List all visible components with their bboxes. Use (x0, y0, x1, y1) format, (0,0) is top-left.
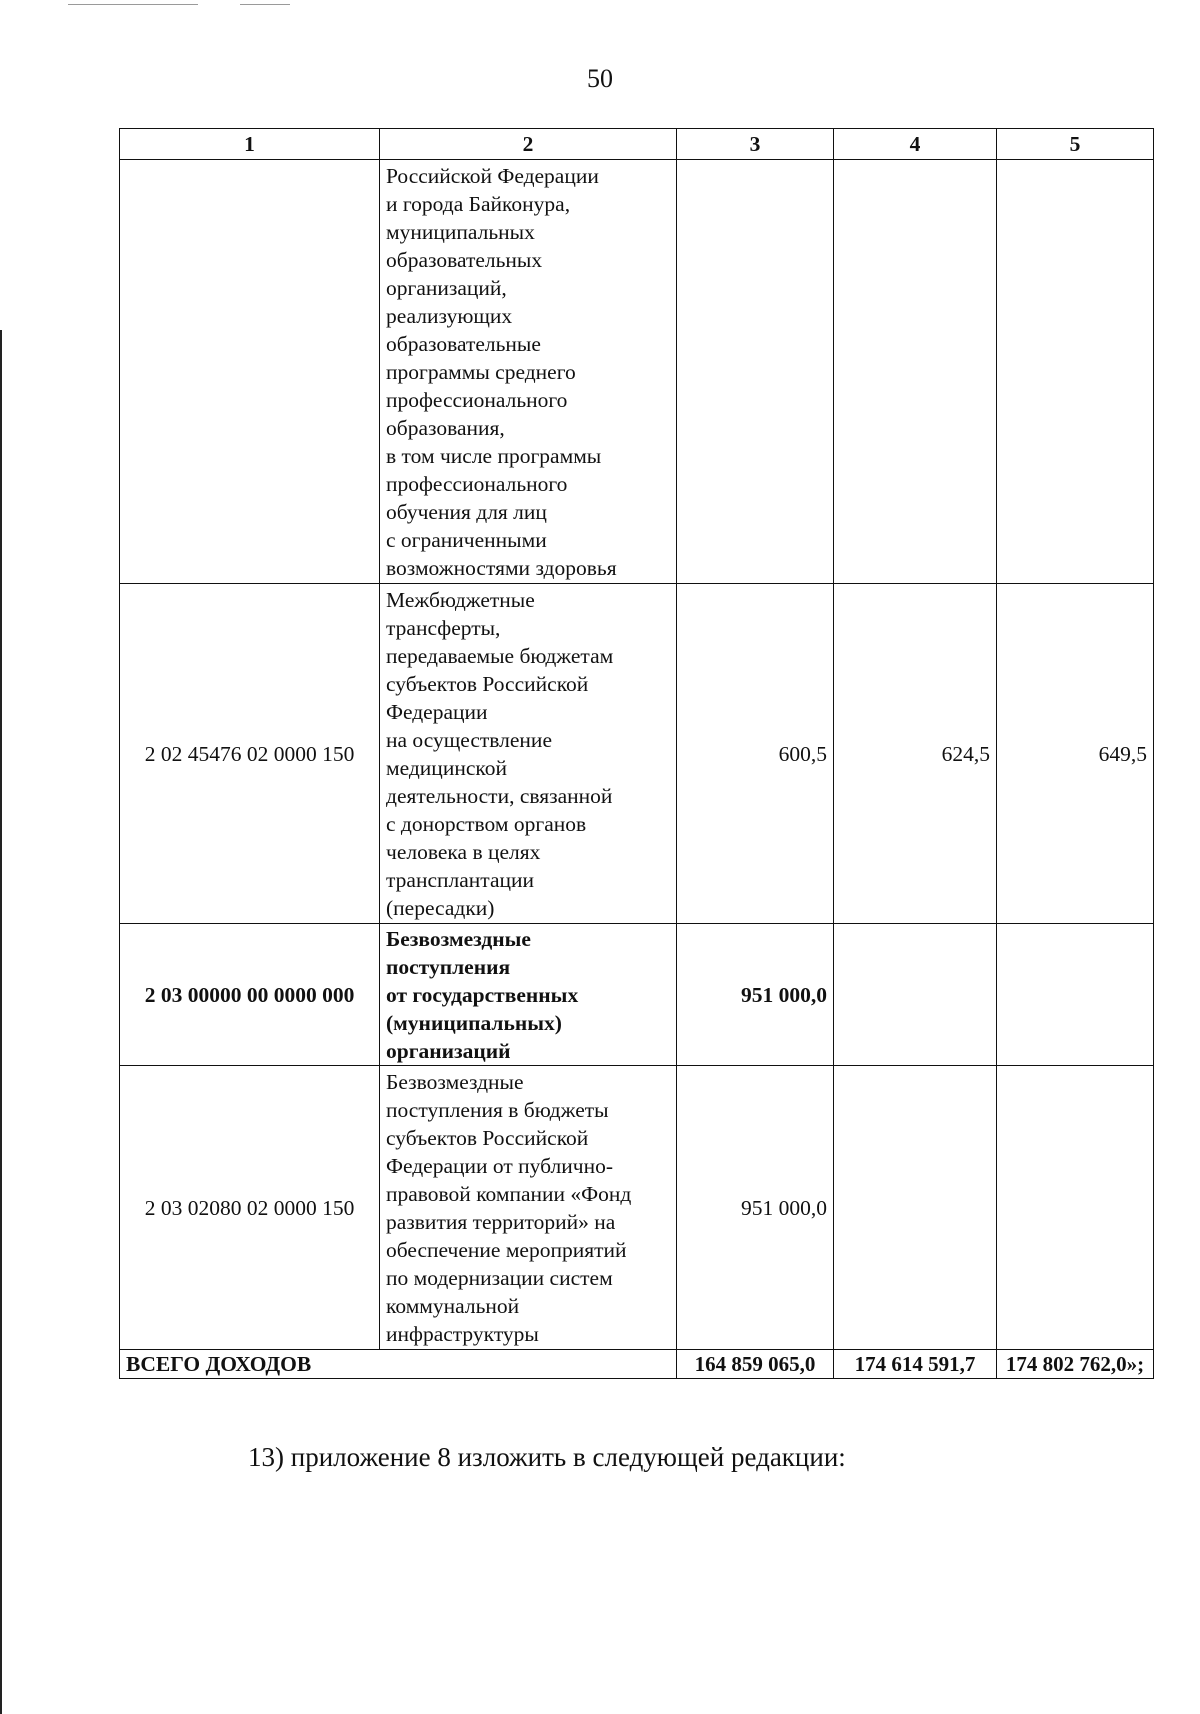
total-label: ВСЕГО ДОХОДОВ (120, 1350, 677, 1379)
row-name: Безвозмездные поступления от государственных (муниципальных) организаций (380, 924, 677, 1066)
row-value-col3: 951 000,0 (677, 924, 834, 1066)
row-value-col4 (834, 1066, 997, 1350)
row-value-col4 (834, 924, 997, 1066)
column-header: 3 (677, 129, 834, 160)
row-name: Межбюджетные трансферты, передаваемые бюджетам субъектов Российской Федерации на осуществление медицинской деятельности, связанной с донорством органов человека в целях трансплантации (пересадки) (380, 584, 677, 924)
row-value-col3: 600,5 (677, 584, 834, 924)
table-row (120, 584, 1154, 924)
total-value-col3: 164 859 065,0 (677, 1350, 834, 1379)
total-value-col5: 174 802 762,0»; (997, 1350, 1154, 1379)
column-header: 5 (997, 129, 1154, 160)
column-header: 2 (380, 129, 677, 160)
row-value-col3 (677, 160, 834, 584)
scan-artifact-line (68, 4, 198, 5)
row-code: 2 03 02080 02 0000 150 (120, 1066, 380, 1350)
row-value-col5: 649,5 (997, 584, 1154, 924)
row-value-col5 (997, 924, 1154, 1066)
row-value-col5 (997, 1066, 1154, 1350)
scan-left-edge (0, 330, 2, 1714)
table-row (120, 1066, 1154, 1350)
table-row (120, 924, 1154, 1066)
row-code (120, 160, 380, 584)
page-number: 50 (587, 64, 613, 93)
scan-artifact-line (240, 4, 290, 5)
revenue-table (119, 128, 1154, 1379)
row-value-col5 (997, 160, 1154, 584)
row-name: Безвозмездные поступления в бюджеты субъектов Российской Федерации от публично- правовой компании «Фонд развития территорий» на обеспечение мероприятий по модернизации систем коммунальной инфраструктуры (380, 1066, 677, 1350)
table-row (120, 160, 1154, 584)
row-value-col4 (834, 160, 997, 584)
total-value-col4: 174 614 591,7 (834, 1350, 997, 1379)
amendment-paragraph: 13) приложение 8 изложить в следующей редакции: (248, 1442, 846, 1472)
table-header-row (120, 129, 1154, 160)
column-header: 1 (120, 129, 380, 160)
row-code: 2 03 00000 00 0000 000 (120, 924, 380, 1066)
column-header: 4 (834, 129, 997, 160)
row-value-col3: 951 000,0 (677, 1066, 834, 1350)
row-code: 2 02 45476 02 0000 150 (120, 584, 380, 924)
row-name: Российской Федерации и города Байконура, муниципальных образовательных организаций, реализующих образовательные программы среднего профессионального образования, в том числе программы профессионального обучения для лиц с ограниченными возможностями здоровья (380, 160, 677, 584)
row-value-col4: 624,5 (834, 584, 997, 924)
table-total-row (120, 1350, 1154, 1379)
